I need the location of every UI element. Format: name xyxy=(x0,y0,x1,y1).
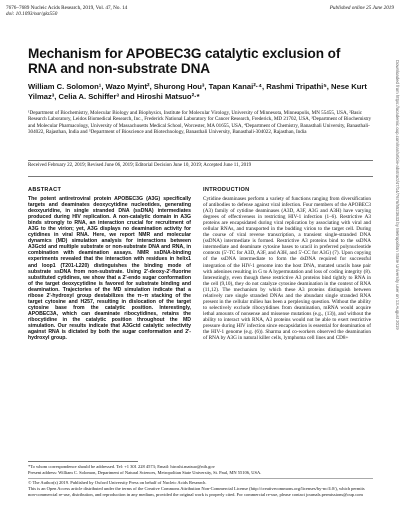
download-watermark xyxy=(393,60,400,440)
introduction-heading: INTRODUCTION xyxy=(203,187,250,193)
article-title: Mechanism for APOBEC3G catalytic exclusion of RNA and non-substrate DNA xyxy=(28,46,341,76)
journal-citation: 7676–7689 Nucleic Acids Research, 2019, Vol. 47, No. 14 xyxy=(6,5,128,11)
download-watermark-text: Downloaded from https://academic.oup.com/nar/article-abstract/47/14/7676/5523633 by Metropolitan State University user on 13 August 2019 xyxy=(395,60,400,330)
doi-link[interactable]: doi: 10.1093/nar/gkz550 xyxy=(6,11,58,17)
correspondence-footnote: *To whom correspondence should be addressed. Tel: +1 301 228 4573; Email: hiroshi.matsuo@nih.gov xyxy=(28,464,215,469)
abstract-heading: ABSTRACT xyxy=(28,187,62,193)
divider-top xyxy=(28,160,373,161)
footnote-rule xyxy=(28,461,138,462)
introduction-text: Cytidine deaminases perform a variety of functions ranging from diversification of antibodies to defense against viral infection. Four members of the APOBEC3 (A3) family of cytidine deaminases (A3D, A3F, A3G and A3H) have varying degrees of effectiveness in restricting HIV-1 infection (1–6). Restrictive A3 proteins are encapsidated during viral replication by associating with viral and cellular RNAs, and transported in the budding virion to the target cell. During the course of viral reverse transcription, a transient single-stranded DNA (ssDNA) intermediate is formed. Restrictive A3 proteins bind to the ssDNA intermediate and deaminate cytosine bases to uracil in preferred polynucleotide contexts (5'-TC for A3D, A3F, and A3H, and 5'-CC for A3G) (7). Upon copying of the ssDNA intermediate to form the dsDNA required for successful integration of the HIV-1 genome into the host DNA, mutated uracils base pair with adenines resulting in G to A hypermutation and loss of coding integrity (8). Interestingly, even though these restrictive A3 proteins bind tightly to RNA in the cell (9,10), they do not catalyze cytosine deamination in the context of RNA (11,12). The mechanism by which these A3 proteins distinguish between relatively rare single stranded DNAs and the abundant single stranded RNA present in the cellular milieu has been a perplexing question. Without the ability to selectively exclude ribocytidines from deamination, mRNA would acquire lethal amounts of nonsense and missense mutations (e.g., (13)), and without the ability to interact with RNA, A3 proteins would not be able to exert restrictive pressure during HIV infection since encapsidation is essential for deamination of the HIV-1 genome (e.g. (6)). Sharma and co-workers observed the deamination of RNA by A3G in natural killer cells, lymphoma cell lines and CD8+ xyxy=(203,196,371,342)
running-header xyxy=(6,5,127,17)
copyright-line: © The Author(s) 2019. Published by Oxford University Press on behalf of Nucleic Acids Research. xyxy=(28,480,207,485)
present-address-footnote: Present address: William C. Solomon, Department of Natural Sciences, Metropolitan State University, St. Paul, MN 55106, USA. xyxy=(28,470,262,475)
author-list: William C. Solomon¹, Wazo Myint², Shurong Hou³, Tapan Kanai²·⁴, Rashmi Tripathi⁵, Nese Kurt Yilmaz³, Celia A. Schiffer³ and Hiroshi Matsuo²·* xyxy=(28,82,367,101)
license-rule xyxy=(28,478,373,479)
license-text: This is an Open Access article distributed under the terms of the Creative Commons Attribution Non-Commercial License (http://creativecommons.org/licenses/by-nc/4.0/), which permits non-commercial re-use, distribution, and reproduction in any medium, provided the original work is properly cited. For commercial re-use, please contact journals.permissions@oup.com xyxy=(28,486,365,497)
divider-bottom xyxy=(28,176,373,177)
publication-date: Published online 25 June 2019 xyxy=(329,5,394,11)
received-dates: Received February 22, 2019; Revised June 06, 2019; Editorial Decision June 10, 2019; Accepted June 11, 2019 xyxy=(28,163,252,168)
abstract-text: The potent antiretroviral protein APOBEC3G (A3G) specifically targets and deaminates deoxycytidine nucleotides, generating deoxyuridine, in single stranded DNA (ssDNA) intermediates produced during HIV replication. A non-catalytic domain in A3G binds strongly to RNA, an interaction crucial for recruitment of A3G to the virion; yet, A3G displays no deamination activity for cytidines in viral RNA. Here, we report NMR and molecular dynamics (MD) simulation analysis for interactions between A3Gctd and multiple substrate or non-substrate DNA and RNA, in combination with deamination assays. NMR ssDNA-binding experiments revealed that the interaction with residues in helix1 and loop1 (T201-L220) distinguishes the binding mode of substrate ssDNA from non-substrate. Using 2'-deoxy-2'-fluorine substituted cytidines, we show that a 2'-endo sugar conformation of the target deoxycytidine is favored for substrate binding and deamination. Trajectories of the MD simulation indicate that a ribose 2'-hydroxyl group destabilizes the π–π stacking of the target cytosine and H257, resulting in dislocation of the target cytosine base from the catalytic position. Interestingly, APOBEC3A, which can deaminate ribocytidines, retains the ribocytidine in the catalytic position throughout the MD simulation. Our results indicate that A3Gctd catalytic selectivity against RNA is dictated by both the sugar conformation and 2'-hydroxyl group. xyxy=(28,196,191,342)
affiliations: ¹Department of Biochemistry, Molecular Biology and Biophysics, Institute for Molecular Virology, University of Minnesota, Minneapolis, MN 55455, USA, ²Basic Research Laboratory, Leidos Biomedical Research, Inc., Frederick National Laboratory for Cancer Research, Frederick, MD 21702, USA, ³Department of Biochemistry and Molecular Pharmacology, University of Massachusetts Medical School, Worcester, MA 01655, USA, ⁴Department of Chemistry, Banasthali University, Banasthali-304022, Rajasthan, India and ⁵Department of Bioscience and Biotechnology, Banasthali University, Banasthali-304022, Rajasthan, India xyxy=(28,110,372,135)
